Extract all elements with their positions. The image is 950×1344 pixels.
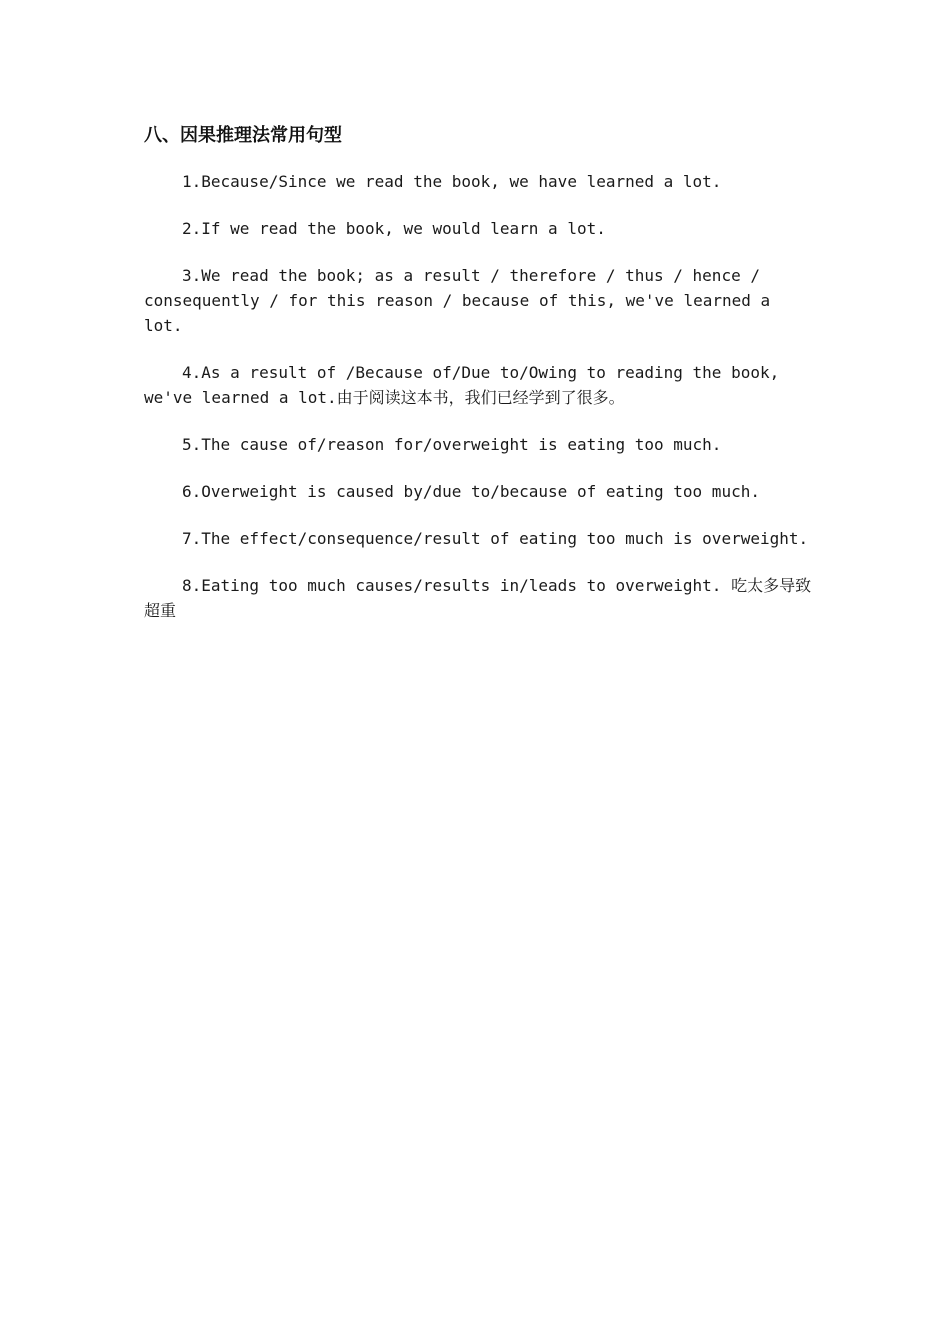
sentence-pattern-8: 8.Eating too much causes/results in/leads to overweight. 吃太多导致超重: [144, 576, 812, 620]
section-heading: 八、因果推理法常用句型: [144, 125, 342, 146]
sentence-pattern-6: 6.Overweight is caused by/due to/because of eating too much.: [182, 482, 760, 501]
sentence-pattern-2: 2.If we read the book, we would learn a lot.: [182, 219, 606, 238]
sentence-pattern-3: 3.We read the book; as a result / therefore / thus / hence / consequently / for this reason / because of this, we've learned a lot.: [144, 266, 771, 335]
sentence-pattern-7: 7.The effect/consequence/result of eating too much is overweight.: [182, 529, 809, 548]
sentence-pattern-5: 5.The cause of/reason for/overweight is eating too much.: [182, 435, 722, 454]
document-body: [144, 122, 814, 645]
sentence-pattern-1: 1.Because/Since we read the book, we have learned a lot.: [182, 172, 722, 191]
sentence-pattern-4: 4.As a result of /Because of/Due to/Owing to reading the book, we've learned a lot.由于阅读这本书，我们已经学到了很多。: [144, 363, 780, 407]
